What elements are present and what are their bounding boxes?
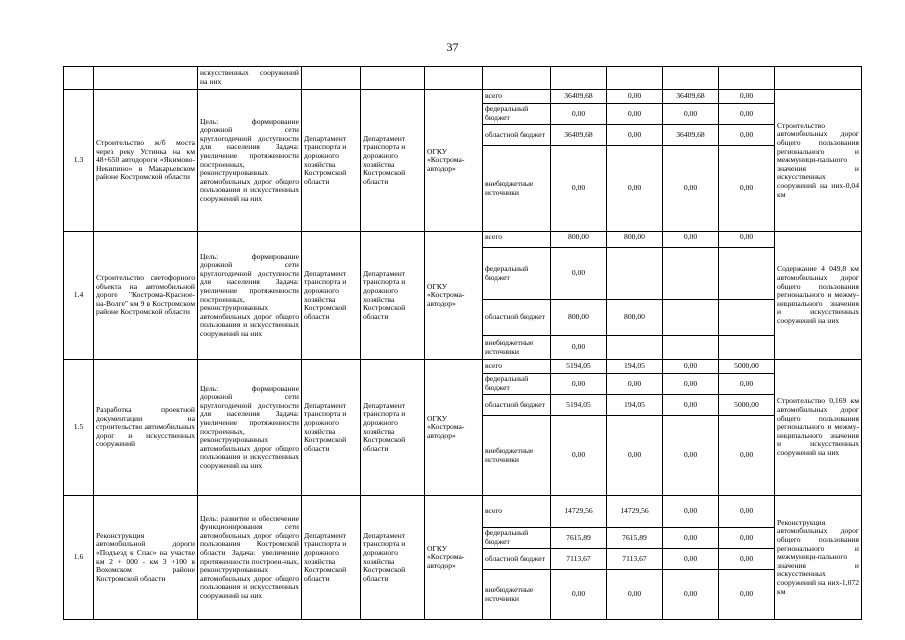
total-value: 7113,67 — [551, 549, 607, 570]
total-value: 36409,68 — [551, 90, 607, 104]
year3-value — [719, 300, 775, 336]
page-number: 37 — [446, 40, 459, 54]
result-cell: Строительство 0,169 км автомобильных дорог общего пользования регионального и межму-ниципального значения и искусственных сооружений на них — [775, 360, 862, 496]
year1-value — [607, 336, 663, 360]
year2-value: 0,00 — [663, 570, 719, 620]
year2-value: 0,00 — [663, 146, 719, 232]
year1-value: 0,00 — [607, 90, 663, 104]
measure-name: Строительство светофорного объекта на автомобильной дороге "Кострома-Красное-на-Волге" км 9 в Костромском районе Костромской области — [94, 232, 198, 360]
year2-value: 0,00 — [663, 416, 719, 496]
row-number: 1.6 — [64, 496, 94, 620]
measure-name: Реконструкция автомобильной дороги «Подъезд к Спас» на участке км 2 + 000 - км 3 +100 в Вохомском районе Костромской области — [94, 496, 198, 620]
source-label: областной бюджет — [483, 549, 551, 570]
program-table — [63, 66, 862, 620]
source-label: федеральный бюджет — [483, 104, 551, 125]
goal-cell: искусственных сооружений на них — [198, 67, 302, 90]
source-label: внебюджетные источники — [483, 336, 551, 360]
year3-value: 0,00 — [719, 549, 775, 570]
year3-value: 0,00 — [719, 232, 775, 248]
year1-value: 0,00 — [607, 104, 663, 125]
source-label: внебюджетные источники — [483, 416, 551, 496]
source-label: всего — [483, 496, 551, 528]
responsible-cell: Департамент транспорта и дорожного хозяйства Костромской области — [302, 496, 361, 620]
year2-value: 36409,68 — [663, 125, 719, 146]
year2-value: 0,00 — [663, 104, 719, 125]
source-label: областной бюджет — [483, 125, 551, 146]
result-cell: Содержание 4 049,8 км автомобильных дорог общего пользования регионального и межму-ниципального значения и искусственных сооружений на них — [775, 232, 862, 360]
result-cell: Строительство автомобильных дорог общего пользования регионального и межмуници-пального значения и искусственных сооружений на них-0,04 км — [775, 90, 862, 232]
year1-value: 0,00 — [607, 416, 663, 496]
source-label: внебюджетные источники — [483, 570, 551, 620]
year2-value: 0,00 — [663, 395, 719, 416]
year1-value: 7615,89 — [607, 528, 663, 549]
total-value: 0,00 — [551, 146, 607, 232]
year2-value: 0,00 — [663, 360, 719, 374]
goal-cell: Цель: формирование дорожной сети круглогодичной доступности для населения Задача: увеличение протяженности построенных, реконструированных автомобильных дорог общего пользования и искусственных сооружений на них — [198, 232, 302, 360]
total-value: 0,00 — [551, 416, 607, 496]
coexecutor-cell: Департамент транспорта и дорожного хозяйства Костромской области — [361, 232, 425, 360]
year3-value: 0,00 — [719, 104, 775, 125]
year1-value: 194,05 — [607, 395, 663, 416]
source-label: федеральный бюджет — [483, 528, 551, 549]
year2-value: 0,00 — [663, 528, 719, 549]
total-value: 0,00 — [551, 248, 607, 300]
source-label: областной бюджет — [483, 395, 551, 416]
goal-cell: Цель: формирование дорожной сети круглогодичной доступности для населения Задача: увеличение протяженности построенных, реконструированных автомобильных дорог общего пользования и искусственных сооружений на них — [198, 360, 302, 496]
year1-value — [607, 248, 663, 300]
year3-value: 0,00 — [719, 90, 775, 104]
year2-value: 0,00 — [663, 496, 719, 528]
table-row — [64, 360, 862, 374]
year2-value: 0,00 — [663, 549, 719, 570]
goal-cell: Цель: развитие и обеспечение функционирования сети автомобильных дорог общего пользования Костромской области Задача: увеличение протяженности построен-ных, реконструированных автомобильных дорог общего пользования и искусственных сооружений на них — [198, 496, 302, 620]
responsible-cell: Департамент транспорта и дорожного хозяйства Костромской области — [302, 360, 361, 496]
row-number: 1.4 — [64, 232, 94, 360]
year1-value: 0,00 — [607, 146, 663, 232]
source-label: областной бюджет — [483, 300, 551, 336]
row-number: 1.5 — [64, 360, 94, 496]
year2-value: 0,00 — [663, 374, 719, 395]
executor-cell: ОГКУ «Кострома-автодор» — [425, 496, 483, 620]
year2-value: 36409,68 — [663, 90, 719, 104]
coexecutor-cell: Департамент транспорта и дорожного хозяйства Костромской области — [361, 496, 425, 620]
total-value: 14729,56 — [551, 496, 607, 528]
total-value: 7615,89 — [551, 528, 607, 549]
goal-cell: Цель: формирование дорожной сети круглогодичной доступности для населения Задача: увеличение протяженности построенных, реконструированных автомобильных дорог общего пользования и искусственных сооружений на них — [198, 90, 302, 232]
measure-name: Разработка проектной документации на строительство автомобильных дорог и искусственных сооружений — [94, 360, 198, 496]
year3-value: 5000,00 — [719, 360, 775, 374]
year1-value: 14729,56 — [607, 496, 663, 528]
responsible-cell: Департамент транспорта и дорожного хозяйства Костромской области — [302, 90, 361, 232]
year2-value — [663, 300, 719, 336]
year3-value: 0,00 — [719, 374, 775, 395]
year1-value: 800,00 — [607, 232, 663, 248]
measure-name: Строительство ж/б моста через реку Устинка на км 48+650 автодороги «Якимово-Некипино» в Макарьевском районе Костромской области — [94, 90, 198, 232]
row-number: 1.3 — [64, 90, 94, 232]
total-value: 0,00 — [551, 336, 607, 360]
year3-value: 5000,00 — [719, 395, 775, 416]
executor-cell: ОГКУ «Кострома-автодор» — [425, 360, 483, 496]
year3-value: 0,00 — [719, 570, 775, 620]
source-label: внебюджетные источники — [483, 146, 551, 232]
source-label: всего — [483, 360, 551, 374]
year2-value — [663, 336, 719, 360]
table-row — [64, 90, 862, 104]
year3-value: 0,00 — [719, 146, 775, 232]
total-value: 0,00 — [551, 374, 607, 395]
result-cell: Реконструкция автомобильных дорог общего пользования регионального и межмуници-пального значения и искусственных сооружений на них-1,072 км — [775, 496, 862, 620]
executor-cell: ОГКУ «Кострома-автодор» — [425, 232, 483, 360]
total-value: 36409,68 — [551, 125, 607, 146]
coexecutor-cell: Департамент транспорта и дорожного хозяйства Костромской области — [361, 90, 425, 232]
table-row — [64, 67, 862, 90]
source-label: федеральный бюджет — [483, 374, 551, 395]
year1-value: 0,00 — [607, 125, 663, 146]
table-row — [64, 496, 862, 528]
year3-value — [719, 248, 775, 300]
source-label: всего — [483, 232, 551, 248]
year1-value: 7113,67 — [607, 549, 663, 570]
year3-value: 0,00 — [719, 416, 775, 496]
year2-value — [663, 248, 719, 300]
total-value: 0,00 — [551, 104, 607, 125]
source-label: всего — [483, 90, 551, 104]
executor-cell: ОГКУ «Кострома-автодор» — [425, 90, 483, 232]
total-value: 5194,05 — [551, 360, 607, 374]
year1-value: 0,00 — [607, 374, 663, 395]
year1-value: 800,00 — [607, 300, 663, 336]
total-value: 0,00 — [551, 570, 607, 620]
year1-value: 0,00 — [607, 570, 663, 620]
total-value: 5194,05 — [551, 395, 607, 416]
coexecutor-cell: Департамент транспорта и дорожного хозяйства Костромской области — [361, 360, 425, 496]
table-row — [64, 232, 862, 248]
total-value: 800,00 — [551, 300, 607, 336]
year2-value: 0,00 — [663, 232, 719, 248]
source-label: федеральный бюджет — [483, 248, 551, 300]
total-value: 800,00 — [551, 232, 607, 248]
responsible-cell: Департамент транспорта и дорожного хозяйства Костромской области — [302, 232, 361, 360]
year3-value — [719, 336, 775, 360]
year1-value: 194,05 — [607, 360, 663, 374]
year3-value: 0,00 — [719, 125, 775, 146]
year3-value: 0,00 — [719, 528, 775, 549]
year3-value: 0,00 — [719, 496, 775, 528]
